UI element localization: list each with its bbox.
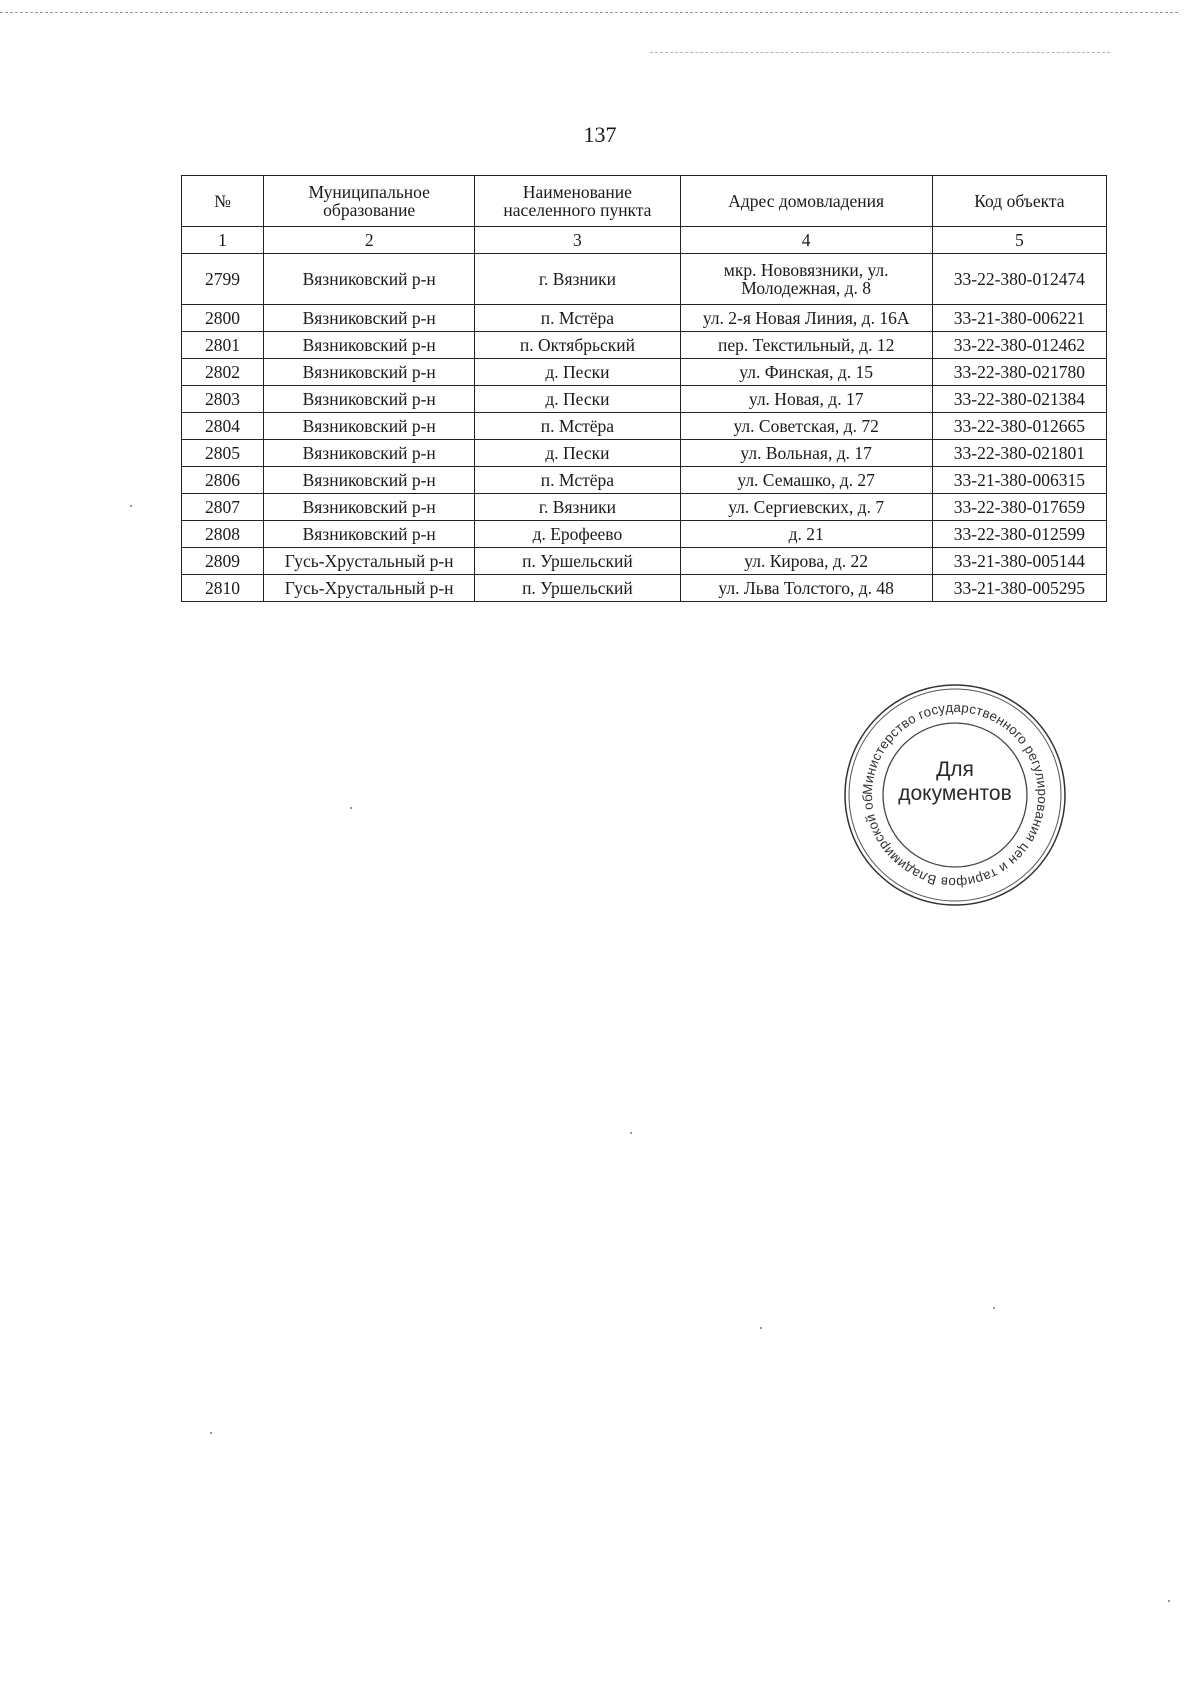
scan-speck <box>210 1432 212 1434</box>
column-number: 5 <box>932 227 1106 254</box>
table-row <box>182 254 1107 305</box>
scan-speck <box>760 1327 762 1329</box>
cell-municipality: Гусь-Хрустальный р-н <box>264 575 475 602</box>
scan-speck <box>130 505 132 507</box>
cell-number: 2803 <box>182 386 264 413</box>
table-row <box>182 575 1107 602</box>
registry-table <box>181 175 1107 602</box>
table-row <box>182 494 1107 521</box>
cell-settlement: п. Уршельский <box>475 548 680 575</box>
cell-municipality: Вязниковский р-н <box>264 305 475 332</box>
cell-object-code: 33-21-380-006221 <box>932 305 1106 332</box>
cell-number: 2810 <box>182 575 264 602</box>
cell-settlement: п. Октябрьский <box>475 332 680 359</box>
cell-number: 2808 <box>182 521 264 548</box>
cell-number: 2800 <box>182 305 264 332</box>
cell-number: 2809 <box>182 548 264 575</box>
column-number: 3 <box>475 227 680 254</box>
column-number: 1 <box>182 227 264 254</box>
header-object-code: Код объекта <box>932 176 1106 227</box>
table-row <box>182 440 1107 467</box>
cell-municipality: Вязниковский р-н <box>264 332 475 359</box>
cell-municipality: Вязниковский р-н <box>264 440 475 467</box>
cell-settlement: д. Пески <box>475 440 680 467</box>
cell-object-code: 33-22-380-012599 <box>932 521 1106 548</box>
cell-object-code: 33-22-380-012474 <box>932 254 1106 305</box>
header-number: № <box>182 176 264 227</box>
cell-number: 2801 <box>182 332 264 359</box>
cell-settlement: г. Вязники <box>475 494 680 521</box>
cell-municipality: Вязниковский р-н <box>264 359 475 386</box>
cell-number: 2807 <box>182 494 264 521</box>
table-row <box>182 467 1107 494</box>
cell-address: ул. Вольная, д. 17 <box>680 440 932 467</box>
scan-speck <box>350 807 352 809</box>
column-number: 2 <box>264 227 475 254</box>
cell-address: д. 21 <box>680 521 932 548</box>
cell-settlement: д. Пески <box>475 359 680 386</box>
cell-address: ул. Финская, д. 15 <box>680 359 932 386</box>
table-row <box>182 332 1107 359</box>
cell-object-code: 33-22-380-021384 <box>932 386 1106 413</box>
cell-object-code: 33-21-380-006315 <box>932 467 1106 494</box>
scan-speck <box>630 1132 632 1134</box>
cell-object-code: 33-22-380-017659 <box>932 494 1106 521</box>
header-settlement: Наименование населенного пункта <box>475 176 680 227</box>
table-row <box>182 413 1107 440</box>
cell-municipality: Гусь-Хрустальный р-н <box>264 548 475 575</box>
column-number: 4 <box>680 227 932 254</box>
table-row <box>182 359 1107 386</box>
cell-address: ул. Новая, д. 17 <box>680 386 932 413</box>
cell-settlement: д. Ерофеево <box>475 521 680 548</box>
cell-settlement: п. Мстёра <box>475 413 680 440</box>
page-number: 137 <box>583 122 617 147</box>
cell-address: пер. Текстильный, д. 12 <box>680 332 932 359</box>
scan-speck <box>993 1307 995 1309</box>
cell-number: 2805 <box>182 440 264 467</box>
official-stamp <box>842 682 1068 908</box>
cell-municipality: Вязниковский р-н <box>264 521 475 548</box>
cell-address: ул. Льва Толстого, д. 48 <box>680 575 932 602</box>
cell-settlement: п. Мстёра <box>475 305 680 332</box>
cell-number: 2806 <box>182 467 264 494</box>
column-number-row <box>182 227 1107 254</box>
cell-object-code: 33-22-380-012665 <box>932 413 1106 440</box>
cell-municipality: Вязниковский р-н <box>264 494 475 521</box>
cell-number: 2802 <box>182 359 264 386</box>
cell-object-code: 33-21-380-005295 <box>932 575 1106 602</box>
scan-speck <box>1168 1600 1170 1602</box>
cell-municipality: Вязниковский р-н <box>264 254 475 305</box>
scan-edge-line <box>650 52 1110 53</box>
stamp-center-line-1: Для <box>936 758 974 781</box>
header-municipality: Муниципальное образование <box>264 176 475 227</box>
cell-settlement: г. Вязники <box>475 254 680 305</box>
cell-address: ул. Кирова, д. 22 <box>680 548 932 575</box>
cell-object-code: 33-22-380-021780 <box>932 359 1106 386</box>
header-address: Адрес домовладения <box>680 176 932 227</box>
cell-object-code: 33-21-380-005144 <box>932 548 1106 575</box>
cell-municipality: Вязниковский р-н <box>264 386 475 413</box>
table-body <box>182 254 1107 602</box>
stamp-center-text <box>842 758 1068 806</box>
cell-settlement: п. Уршельский <box>475 575 680 602</box>
stamp-ring-text: Министерство государственного регулирования цен и тарифов Владимирской об <box>859 699 1051 891</box>
cell-object-code: 33-22-380-021801 <box>932 440 1106 467</box>
cell-settlement: д. Пески <box>475 386 680 413</box>
cell-object-code: 33-22-380-012462 <box>932 332 1106 359</box>
table-row <box>182 521 1107 548</box>
cell-number: 2799 <box>182 254 264 305</box>
scan-edge-line <box>0 12 1178 13</box>
cell-municipality: Вязниковский р-н <box>264 413 475 440</box>
stamp-center-line-2: документов <box>898 782 1012 806</box>
cell-settlement: п. Мстёра <box>475 467 680 494</box>
cell-municipality: Вязниковский р-н <box>264 467 475 494</box>
cell-number: 2804 <box>182 413 264 440</box>
table-header-row <box>182 176 1107 227</box>
cell-address: ул. 2-я Новая Линия, д. 16А <box>680 305 932 332</box>
cell-address: ул. Советская, д. 72 <box>680 413 932 440</box>
table-row <box>182 548 1107 575</box>
cell-address: ул. Семашко, д. 27 <box>680 467 932 494</box>
table-row <box>182 305 1107 332</box>
cell-address: мкр. Нововязники, ул. Молодежная, д. 8 <box>680 254 932 305</box>
table-row <box>182 386 1107 413</box>
cell-address: ул. Сергиевских, д. 7 <box>680 494 932 521</box>
